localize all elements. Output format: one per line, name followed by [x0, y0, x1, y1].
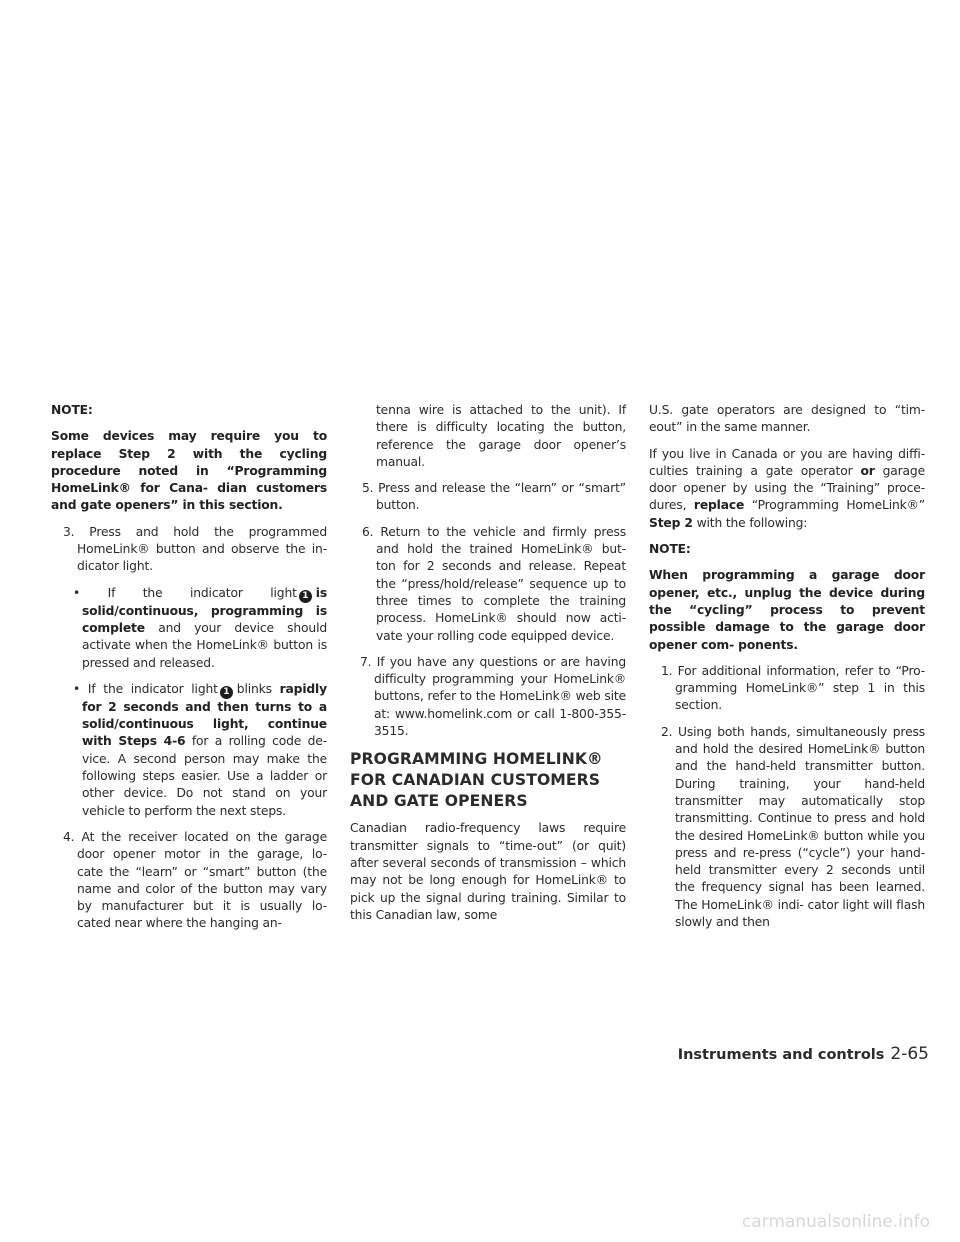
note-label: NOTE: [649, 542, 691, 557]
bullet-text: • If the indicator light [73, 681, 218, 696]
paragraph-bold-text: Step 2 [649, 515, 693, 530]
step-7: 7. If you have any questions or are having difficulty programming your HomeLink® buttons, refer to the HomeLink® web site at: www.homelink.com or call 1-800-355- 3515. [360, 654, 626, 739]
note-label: NOTE: [51, 403, 93, 417]
bullet-text: for a rolling code de- vice. A second person may make the following steps easier. Use a ladder or other device. Do not stand on your vehicle to perform the next steps. [82, 734, 327, 818]
column-right [649, 402, 925, 940]
page-footer [650, 1044, 929, 1064]
replace-step-paragraph [649, 446, 925, 532]
bullet-text: and your device should activate when the HomeLink® button is pressed and released. [82, 620, 327, 670]
indicator-number-1-icon: 1 [220, 686, 233, 699]
paragraph-text: garage door opener by using the “Training” proce- dures, [649, 463, 925, 513]
step-2: 2. Using both hands, simultaneously press and hold the desired HomeLink® button and the hand-held transmitter button. During training, your hand-held transmitter may automatically stop transmitting. Continue to press and hold the desired HomeLink® button while you press and re-press (“cycle”) your hand-held transmitter every 2 seconds until the frequency signal has been learned. The HomeLink® indi- cator light will flash slowly and then [661, 724, 925, 930]
footer-section-title: Instruments and controls [677, 1047, 885, 1063]
gate-operators-paragraph: U.S. gate operators are designed to “tim- eout” in the same manner. [649, 403, 925, 435]
bullet-text: blinks [236, 681, 272, 696]
section-heading: PROGRAMMING HOMELINK® FOR CANADIAN CUSTOMERS AND GATE OPENERS [350, 750, 603, 811]
canadian-paragraph: Canadian radio-frequency laws require transmitter signals to “time-out” (or quit) after several seconds of transmission – which may not be long enough for HomeLink® to pick up the signal during training. Similar to this Canadian law, some [350, 821, 626, 922]
step-3: 3. Press and hold the programmed HomeLink® button and observe the in- dicator light. [63, 524, 327, 574]
column-middle [350, 402, 626, 933]
watermark: carmanualsonline.info [741, 1212, 930, 1232]
bullet-bold-text: rapidly for 2 seconds and then turns to a solid/continuous light, continue with Steps 4-6 [82, 681, 327, 749]
step-4: 4. At the receiver located on the garage door opener motor in the garage, lo- cate the “learn” or “smart” button (the name and color of the button may vary by manufacturer but it is usually lo- cated near where the hanging an- [63, 829, 327, 931]
paragraph-text: “Programming HomeLink®” [751, 498, 926, 513]
column-left [51, 402, 327, 942]
bullet-solid-light [73, 585, 327, 672]
note-text: When programming a garage door opener, etc., unplug the device during the “cycling” process to prevent possible damage to the garage door opener com- ponents. [649, 568, 925, 652]
step-5: 5. Press and release the “learn” or “smart” button. [362, 481, 626, 513]
paragraph-bold-text: replace [693, 498, 745, 513]
bullet-blinking-light [73, 681, 327, 820]
step-1: 1. For additional information, refer to “Pro- gramming HomeLink®” step 1 in this section. [661, 663, 925, 713]
bullet-bold-text: is solid/continuous, programming is complete [82, 585, 327, 635]
paragraph-text: If you live in Canada or you are having diffi- culties training a gate operator [649, 446, 925, 478]
bullet-text: • If the indicator light [73, 585, 297, 600]
paragraph-text: with the following: [696, 515, 808, 530]
step-4-continued: tenna wire is attached to the unit). If there is difficulty locating the button, reference the garage door opener’s manual. [376, 403, 626, 469]
paragraph-bold-text: or [860, 463, 875, 478]
indicator-number-1-icon: 1 [299, 590, 312, 603]
page-number: 2-65 [890, 1044, 929, 1064]
step-6: 6. Return to the vehicle and firmly press and hold the trained HomeLink® but- ton for 2 seconds and release. Repeat the “press/hold/release” sequence up to three times to complete the training process. HomeLink® should now acti- vate your rolling code equipped device. [362, 524, 626, 643]
note-text: Some devices may require you to replace Step 2 with the cycling procedure noted in “Programming HomeLink® for Cana- dian customers and gate openers” in this section. [51, 429, 327, 513]
